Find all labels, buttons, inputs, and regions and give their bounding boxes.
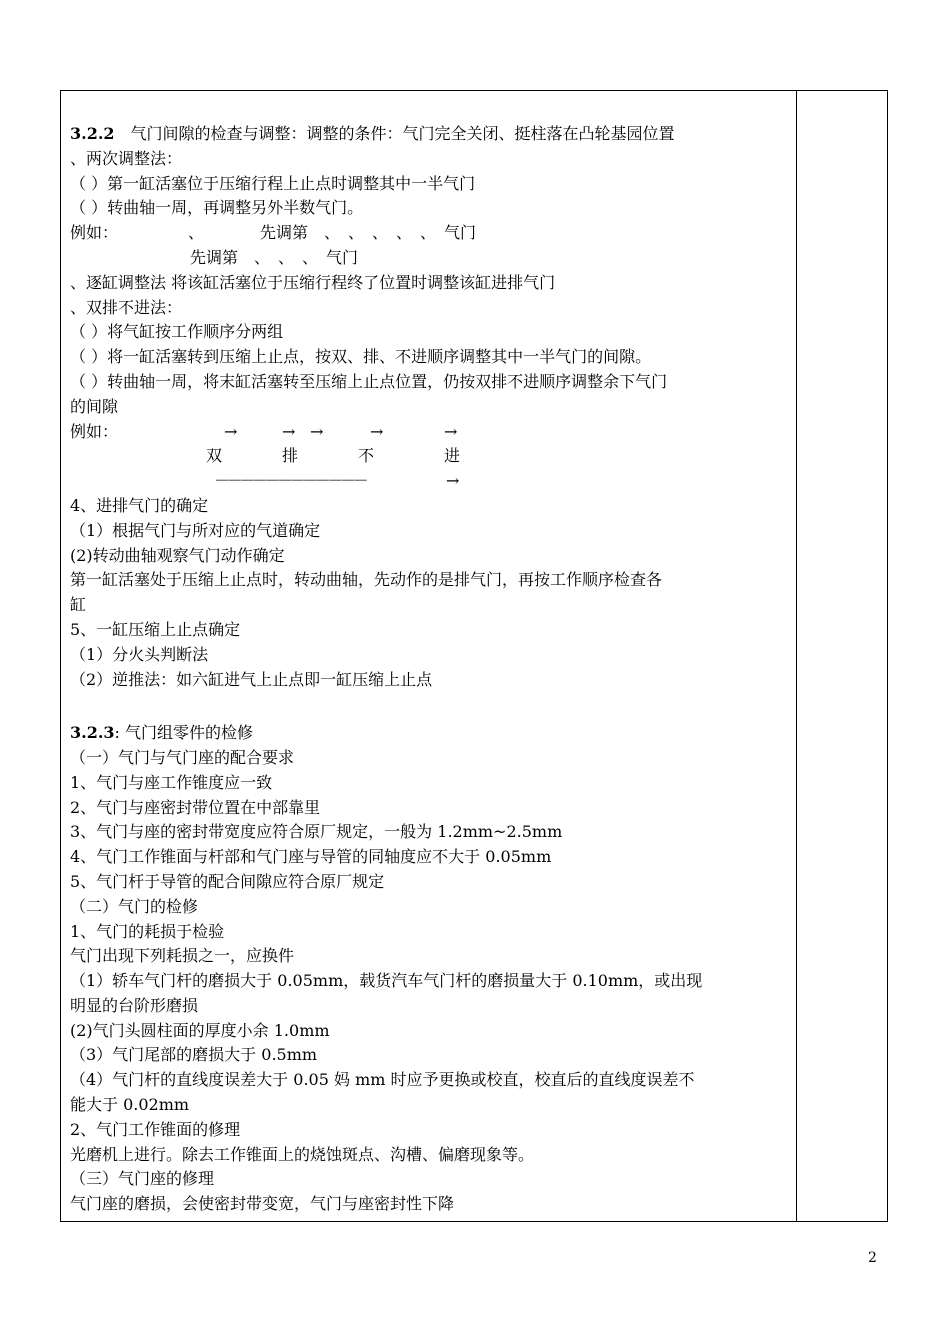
text-line	[70, 544, 792, 569]
line-text: （ ）转曲轴一周，将末缸活塞转至压缩上止点位置，仍按双排不进顺序调整余下气门	[70, 371, 668, 391]
example2-dash-row	[70, 469, 792, 494]
text-line	[70, 771, 792, 796]
example1-row2-text: 先调第 、 、 、 气门	[190, 247, 359, 267]
line-text: 明显的台阶形磨损	[70, 995, 199, 1015]
text-line	[70, 345, 792, 370]
arrow-icon: →	[282, 421, 296, 441]
example1-label: 例如：	[70, 223, 119, 243]
line-text: 、双排不进法：	[70, 297, 183, 317]
text-line	[70, 320, 792, 345]
line-text: （二）气门的检修	[70, 896, 199, 916]
text-line	[70, 172, 792, 197]
line-text: 2、气门与座密封带位置在中部靠里	[70, 797, 321, 817]
section-valve-repair	[70, 721, 792, 1217]
text-line	[70, 1118, 792, 1143]
text-line	[70, 519, 792, 544]
line-text: （三）气门座的修理	[70, 1169, 215, 1189]
line-text: （ ）将气缸按工作顺序分两组	[70, 322, 284, 342]
document-body	[70, 122, 792, 1217]
arrow-icon: →	[224, 421, 238, 441]
line-text: 4、气门工作锥面与杆部和气门座与导管的同轴度应不大于 0.05mm	[70, 847, 552, 867]
line-text: （4）气门杆的直线度误差大于 0.05 妈 mm 时应予更换或校直，校直后的直线度误差不	[70, 1070, 695, 1090]
arrow-icon: →	[444, 421, 458, 441]
line-text: 2、气门工作锥面的修理	[70, 1119, 241, 1139]
arrow-icon: →	[446, 471, 460, 491]
text-line	[70, 845, 792, 870]
line-text: （ ）将一缸活塞转到压缩上止点，按双、排、不进顺序调整其中一半气门的间隙。	[70, 347, 652, 367]
group-label: 排	[282, 446, 299, 466]
group-label: 双	[206, 446, 223, 466]
text-line	[70, 1043, 792, 1068]
line-text: （3）气门尾部的磨损大于 0.5mm	[70, 1045, 318, 1065]
line-text: 能大于 0.02mm	[70, 1095, 190, 1115]
line-text: 5、气门杆于导管的配合间隙应符合原厂规定	[70, 871, 385, 891]
example2-label: 例如：	[70, 421, 119, 441]
text-line	[70, 1192, 792, 1217]
line-text: 5、一缸压缩上止点确定	[70, 619, 241, 639]
line-text: 的间隙	[70, 396, 119, 416]
line-text: (2)转动曲轴观察气门动作确定	[70, 545, 285, 565]
line-text: （1）根据气门与所对应的气道确定	[70, 520, 321, 540]
text-line	[70, 296, 792, 321]
text-line	[70, 494, 792, 519]
text-line	[70, 395, 792, 420]
text-line	[70, 920, 792, 945]
dash-line: －－－－－－－－－－－－	[214, 471, 366, 491]
text-line	[70, 994, 792, 1019]
blank-line	[70, 692, 792, 717]
line-text: 1、气门与座工作锥度应一致	[70, 772, 273, 792]
text-line	[70, 196, 792, 221]
line-text: 气门出现下列耗损之一，应换件	[70, 946, 295, 966]
line-text: : 气门组零件的检修	[114, 723, 254, 743]
page-number: 2	[868, 1250, 877, 1266]
text-line	[70, 668, 792, 693]
text-line	[70, 122, 792, 147]
example2-name-row	[70, 444, 792, 469]
example1-row1	[70, 221, 792, 246]
text-line	[70, 796, 792, 821]
text-line	[70, 568, 792, 593]
text-line	[70, 643, 792, 668]
text-line	[70, 1093, 792, 1118]
text-line	[70, 370, 792, 395]
line-text: （1）分火头判断法	[70, 644, 209, 664]
line-text: 气门间隙的检查与调整：调整的条件：气门完全关闭、挺柱落在凸轮基园位置	[114, 124, 675, 143]
text-line	[70, 944, 792, 969]
text-line	[70, 271, 792, 296]
group-label: 进	[444, 446, 461, 466]
arrow-icon: →	[310, 421, 324, 441]
line-text: 3、气门与座的密封带宽度应符合原厂规定，一般为 1.2mm~2.5mm	[70, 822, 563, 842]
section-valve-clearance	[70, 122, 792, 221]
arrow-icon: →	[370, 421, 384, 441]
text-line	[70, 147, 792, 172]
line-text: 第一缸活塞处于压缩上止点时，转动曲轴，先动作的是排气门，再按工作顺序检查各	[70, 570, 663, 590]
line-text: 、逐缸调整法 将该缸活塞位于压缩行程终了位置时调整该缸进排气门	[70, 272, 556, 292]
line-text: （ ）第一缸活塞位于压缩行程上止点时调整其中一半气门	[70, 173, 476, 193]
line-text: 、两次调整法：	[70, 148, 183, 168]
example2-arrow-row	[70, 420, 792, 445]
line-text: （一）气门与气门座的配合要求	[70, 747, 295, 767]
group-label: 不	[358, 446, 375, 466]
section-number: 3.2.3	[70, 723, 115, 743]
text-line	[70, 820, 792, 845]
text-line	[70, 721, 792, 746]
text-line	[70, 1019, 792, 1044]
line-text: （1）轿车气门杆的磨损大于 0.05mm，载货汽车气门杆的磨损量大于 0.10mm，或出现	[70, 971, 703, 991]
example1-row2	[70, 246, 792, 271]
section-number: 3.2.2	[70, 124, 115, 143]
text-line	[70, 593, 792, 618]
text-line	[70, 969, 792, 994]
text-line	[70, 1068, 792, 1093]
text-line	[70, 895, 792, 920]
text-line	[70, 1167, 792, 1192]
text-line	[70, 1143, 792, 1168]
section-valve-identification	[70, 494, 792, 692]
text-line	[70, 870, 792, 895]
text-line	[70, 618, 792, 643]
line-text: 气门座的磨损，会使密封带变宽，气门与座密封性下降	[70, 1194, 455, 1214]
line-text: (2)气门头圆柱面的厚度小余 1.0mm	[70, 1020, 330, 1040]
line-text: 1、气门的耗损于检验	[70, 921, 225, 941]
example1-row1-text: 、 先调第 、 、 、 、 、 气门	[188, 223, 477, 243]
section-adjust-methods	[70, 271, 792, 420]
line-text: 光磨机上进行。除去工作锥面上的烧蚀斑点、沟槽、偏磨现象等。	[70, 1144, 535, 1164]
line-text: （ ）转曲轴一周，再调整另外半数气门。	[70, 198, 364, 218]
line-text: 4、进排气门的确定	[70, 495, 209, 515]
line-text: （2）逆推法：如六缸进气上止点即一缸压缩上止点	[70, 669, 433, 689]
text-line	[70, 746, 792, 771]
column-divider	[796, 90, 797, 1222]
line-text: 缸	[70, 595, 87, 615]
